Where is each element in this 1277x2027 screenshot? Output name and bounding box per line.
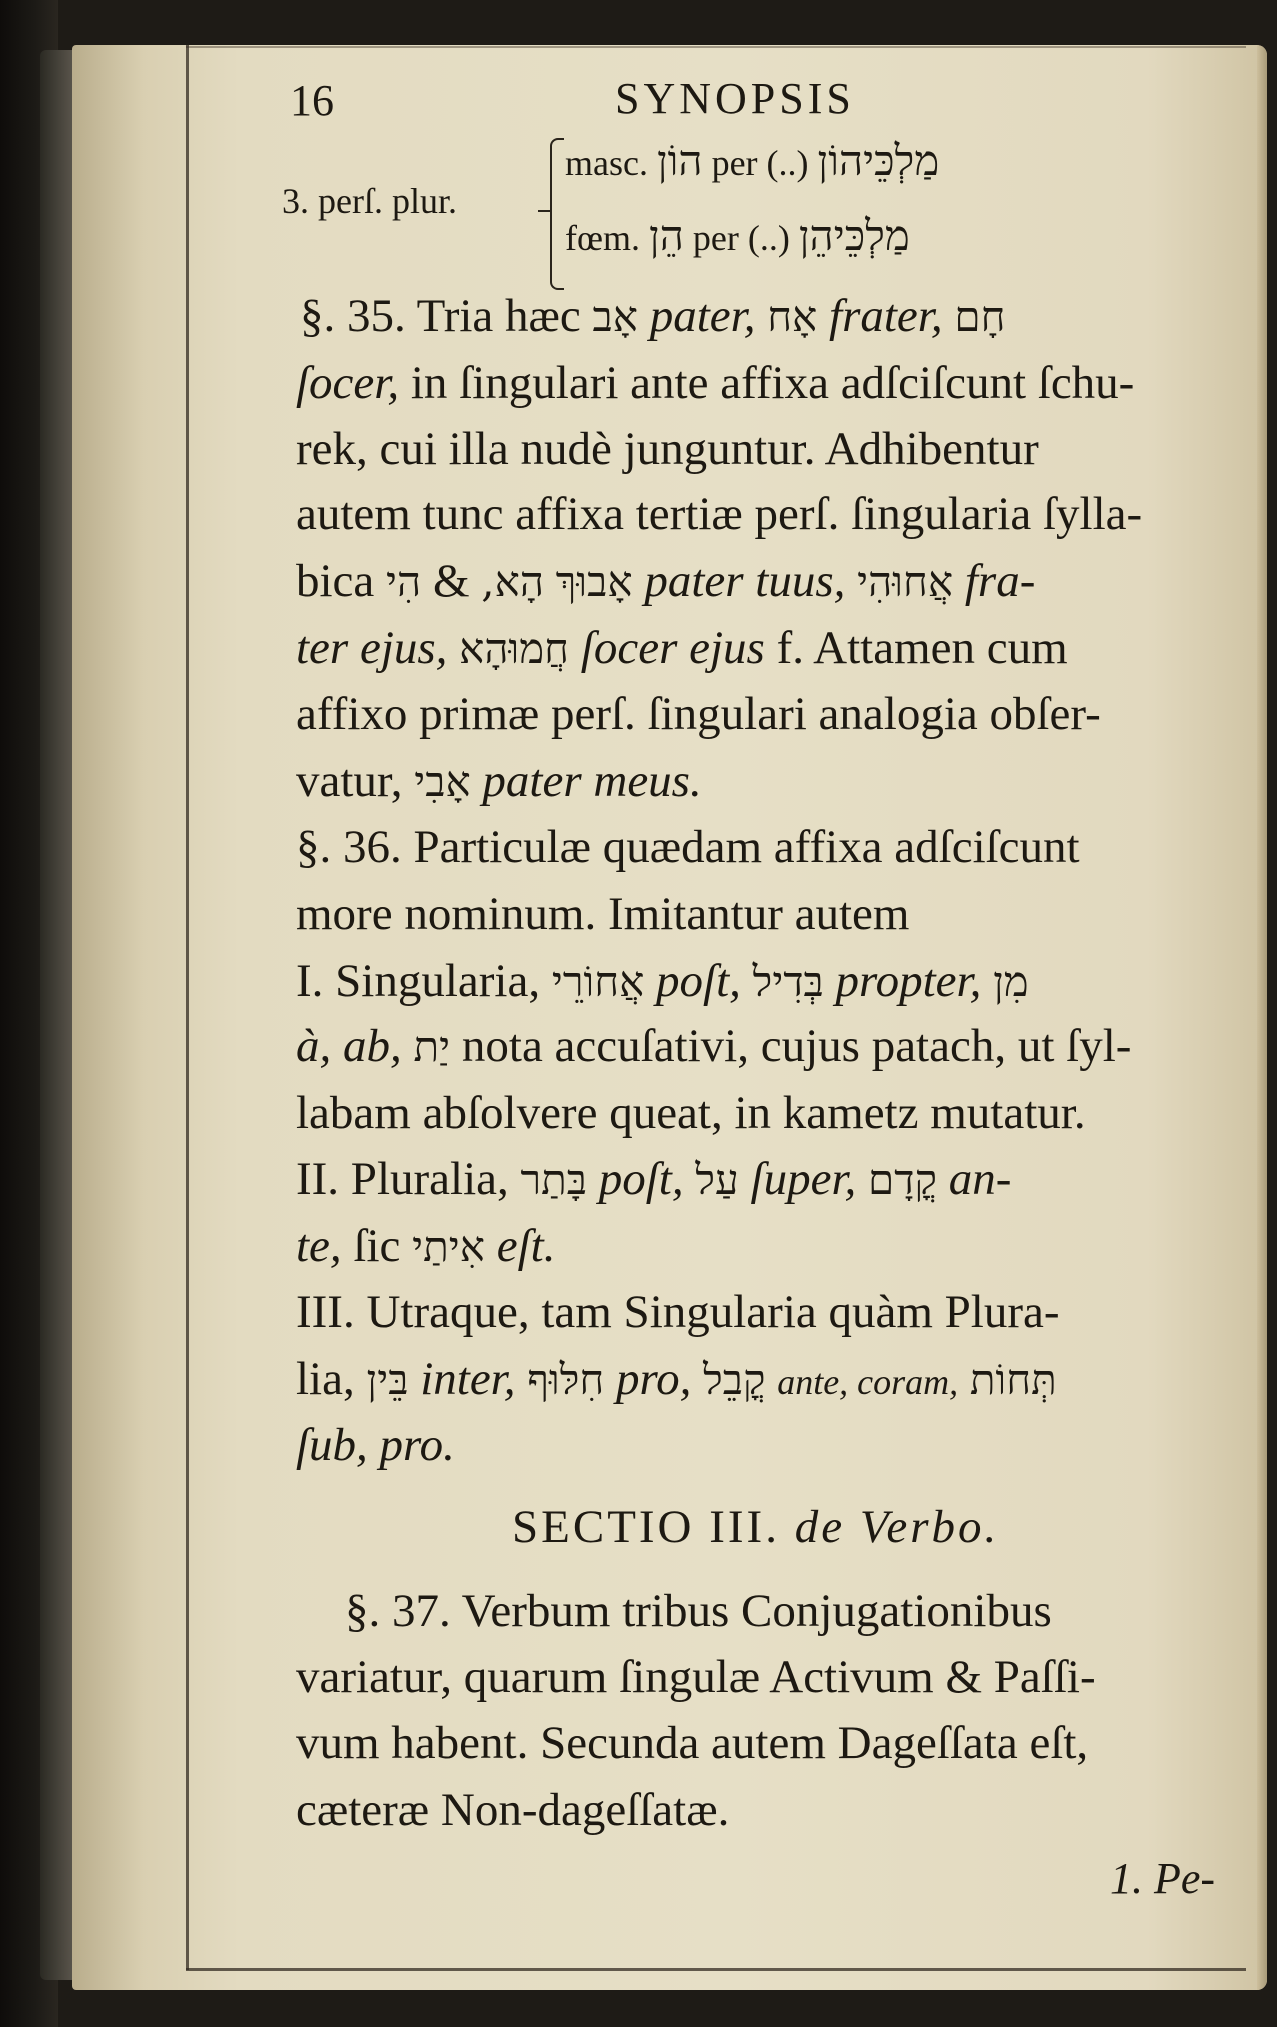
brace-bracket bbox=[550, 138, 564, 290]
text-run: ſic bbox=[341, 1220, 401, 1272]
italic-gloss: an- bbox=[948, 1153, 1012, 1205]
table-row-fem bbox=[565, 205, 910, 269]
text-line: labam abſolvere queat, in kametz mutatur. bbox=[296, 1087, 1086, 1139]
italic-gloss: pro, bbox=[616, 1353, 692, 1405]
section-number: SECTIO III. bbox=[512, 1501, 780, 1553]
text-line: §. 37. Verbum tribus Conjugationibus bbox=[345, 1585, 1052, 1637]
frame-left-line bbox=[186, 45, 189, 1970]
hebrew-word: בָּתַר bbox=[520, 1155, 587, 1204]
italic-gloss: te, bbox=[296, 1220, 342, 1272]
text-run: lia, bbox=[296, 1353, 355, 1405]
italic-gloss: inter, bbox=[420, 1353, 516, 1405]
italic-gloss: poſt, bbox=[656, 955, 741, 1007]
paren-mark: (..) bbox=[747, 218, 790, 258]
italic-gloss: propter, bbox=[835, 955, 982, 1007]
italic-gloss: ſocer, bbox=[296, 357, 400, 409]
hebrew-word: הָא, bbox=[481, 557, 544, 606]
hebrew-word: בְּדִיל bbox=[752, 957, 824, 1006]
text-line bbox=[296, 1148, 1011, 1211]
hebrew-word: אָבִי bbox=[414, 757, 471, 806]
text-run: vatur, bbox=[296, 755, 403, 807]
hebrew-word: חִלּוּף bbox=[527, 1355, 605, 1404]
text-line: more nominum. Imitantur autem bbox=[296, 888, 910, 940]
hebrew-word: אָבוּךְ bbox=[555, 557, 633, 606]
table-side-label: 3. perſ. plur. bbox=[282, 181, 457, 221]
text-run: & bbox=[432, 555, 470, 607]
hebrew-word: קֳבֵל bbox=[703, 1355, 766, 1404]
frame-top-line bbox=[186, 46, 1246, 48]
text-run: §. 35. Tria hæc bbox=[300, 290, 581, 342]
italic-gloss: eſt. bbox=[496, 1220, 556, 1272]
catchword: 1. Pe- bbox=[1110, 1854, 1216, 1903]
hebrew-word: מִן bbox=[993, 957, 1029, 1006]
text-line: affixo primæ perſ. ſingulari analogia obſer- bbox=[296, 688, 1101, 740]
text-run: f. Attamen cum bbox=[764, 622, 1068, 674]
hebrew-word: הוֹן bbox=[656, 136, 703, 185]
text-line bbox=[296, 617, 1068, 680]
page-edge bbox=[1257, 45, 1267, 1990]
hebrew-word: אֲחוֹרֵי bbox=[551, 957, 645, 1006]
section-title: de Verbo. bbox=[794, 1501, 1000, 1553]
text-line bbox=[296, 550, 1035, 613]
italic-gloss: frater, bbox=[829, 290, 943, 342]
text-run: II. Pluralia, bbox=[296, 1153, 509, 1205]
hebrew-word: הֵן bbox=[649, 211, 684, 260]
text-line bbox=[296, 1215, 555, 1278]
text-line: ſub, pro. bbox=[296, 1419, 455, 1471]
hebrew-word: חֲמוּהָא bbox=[459, 624, 570, 673]
italic-gloss: pater tuus, bbox=[644, 555, 846, 607]
text-line bbox=[296, 950, 1029, 1013]
text-line bbox=[300, 285, 1005, 348]
table-row-masc bbox=[565, 130, 939, 194]
text-line bbox=[296, 750, 702, 813]
italic-gloss: ſocer ejus bbox=[580, 622, 765, 674]
hebrew-word: הִי bbox=[386, 557, 422, 606]
hebrew-word: תְּחוֹת bbox=[969, 1355, 1057, 1404]
text-run: in ſingulari ante affixa adſciſcunt ſchu- bbox=[399, 357, 1135, 409]
running-title: SYNOPSIS bbox=[615, 74, 855, 123]
text-run: bica bbox=[296, 555, 375, 607]
hebrew-word: יַת bbox=[413, 1022, 451, 1071]
italic-gloss: pater, bbox=[649, 290, 756, 342]
hebrew-word: מַלְכֵּיהוֹן bbox=[817, 136, 940, 185]
frame-bottom-line bbox=[186, 1968, 1246, 1971]
text-line: variatur, quarum ſingulæ Activum & Paſſi- bbox=[296, 1651, 1096, 1703]
italic-gloss: à, ab, bbox=[296, 1020, 402, 1072]
italic-gloss: poſt, bbox=[598, 1153, 684, 1205]
row-label: fœm. bbox=[565, 218, 640, 258]
hebrew-word: מַלְכֵּיהֵן bbox=[798, 211, 910, 260]
text-run: I. Singularia, bbox=[296, 955, 541, 1007]
hebrew-word: אִיתַי bbox=[412, 1222, 485, 1271]
per-word: per bbox=[692, 218, 739, 258]
text-line bbox=[296, 352, 1134, 414]
hebrew-word: אָב bbox=[592, 292, 638, 341]
paren-mark: (..) bbox=[766, 143, 809, 183]
italic-gloss: fra- bbox=[964, 555, 1036, 607]
hebrew-word: בֵּין bbox=[366, 1355, 409, 1404]
italic-gloss: pater meus. bbox=[482, 755, 702, 807]
hebrew-word: חָם bbox=[954, 292, 1006, 341]
text-line: cæteræ Non-dageſſatæ. bbox=[296, 1784, 730, 1836]
text-line: §. 36. Particulæ quædam affixa adſciſcunt bbox=[296, 821, 1080, 873]
hebrew-word: אֲחוּהִי bbox=[857, 557, 954, 606]
italic-gloss: ſuper, bbox=[750, 1153, 857, 1205]
hebrew-word: עַל bbox=[695, 1155, 739, 1204]
page-number: 16 bbox=[290, 76, 334, 125]
text-line: III. Utraque, tam Singularia quàm Plura- bbox=[296, 1286, 1060, 1338]
italic-gloss: ter ejus, bbox=[296, 622, 448, 674]
text-line: rek, cui illa nudè junguntur. Adhibentur bbox=[296, 423, 1039, 475]
text-line: autem tunc affixa tertiæ perſ. ſingularia ſylla- bbox=[296, 488, 1143, 540]
per-word: per bbox=[711, 143, 758, 183]
text-line: vum habent. Secunda autem Dageſſata eſt, bbox=[296, 1717, 1089, 1769]
text-line bbox=[296, 1015, 1131, 1078]
text-line bbox=[296, 1348, 1057, 1413]
row-label: masc. bbox=[565, 143, 648, 183]
hebrew-word: אָח bbox=[767, 292, 818, 341]
section-heading bbox=[512, 1496, 999, 1558]
italic-gloss: ante, coram, bbox=[777, 1362, 959, 1402]
text-run: nota accuſativi, cujus patach, ut ſyl- bbox=[450, 1020, 1132, 1072]
hebrew-word: קֳדָם bbox=[868, 1155, 937, 1204]
